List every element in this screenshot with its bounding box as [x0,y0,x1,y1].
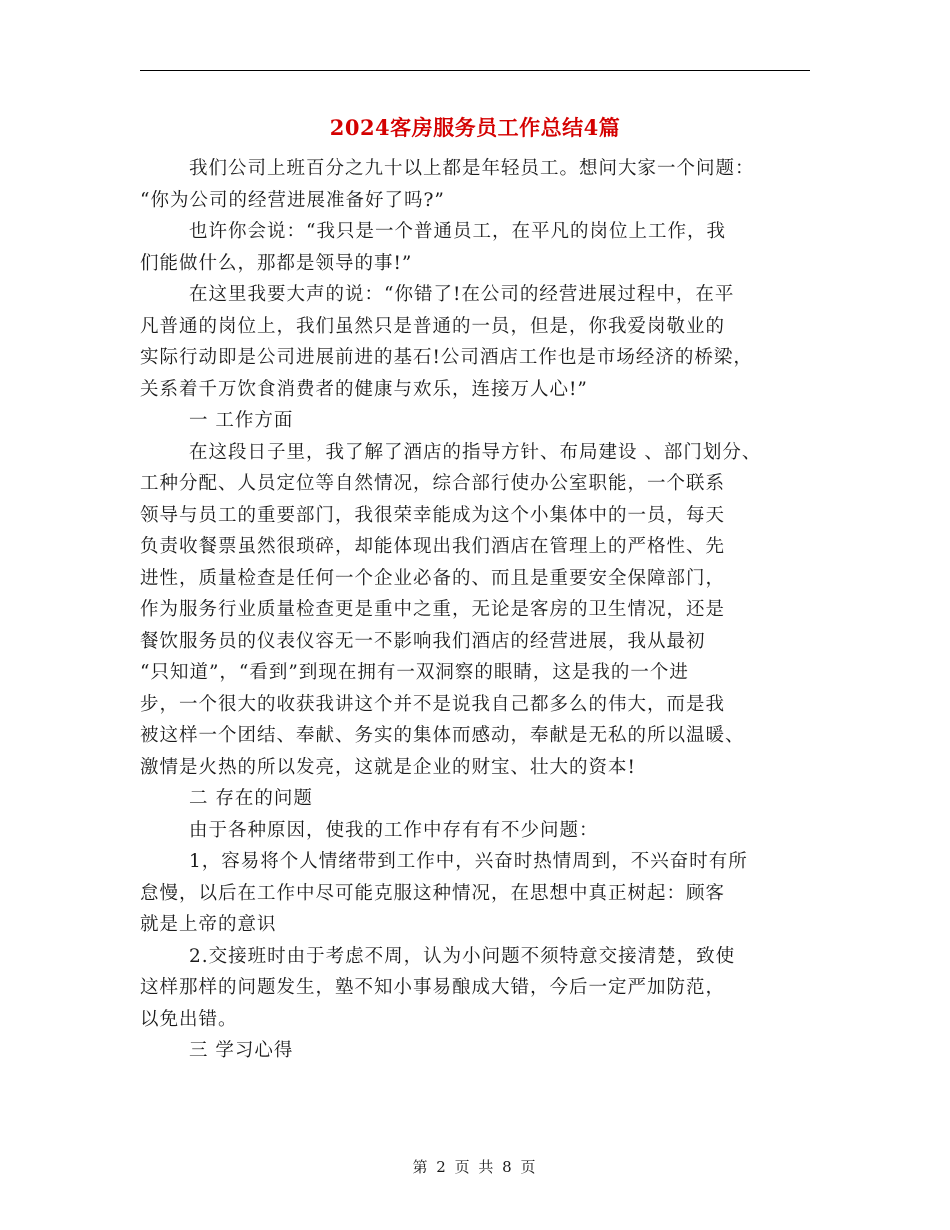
section-heading-learning: 三 学习心得 [189,1040,294,1061]
document-body [140,153,830,1067]
document-title: 2024客房服务员工作总结4篇 [329,115,621,140]
section-heading-problems: 二 存在的问题 [189,788,313,809]
page-footer: 第 2 页 共 8 页 [412,1158,538,1176]
header-rule [140,70,810,71]
section-heading-work: 一 工作方面 [189,410,294,431]
paragraph-ordinary-employee: 也许你会说：“我只是一个普通员工，在平凡的岗位上工作，我 们能做什么，那都是领导的事!” [140,221,726,274]
paragraph-intro-question: 我们公司上班百分之九十以上都是年轻员工。想问大家一个问题： “你为公司的经营进展准备好了吗?” [140,158,755,211]
paragraph-problems-intro: 由于各种原因，使我的工作中存有有不少问题： [189,819,599,841]
paragraph-problem-2: 2.交接班时由于考虑不周，认为小问题不须特意交接清楚，致使 这样那样的问题发生，塾不知小事易酿成大错，今后一定严加防范， 以免出错。 [140,945,736,1030]
paragraph-work-details: 在这段日子里，我了解了酒店的指导方针、布局建设 、部门划分、 工种分配、人员定位等自然情况，综合部行使办公室职能，一个联系 领导与员工的重要部门，我很荣幸能成为这个小集体中的一员，每天 负责收餐票虽然很琐碎，却能体现出我们酒店在管理上的严格性、先 进性，质量检查是任何一个企业必备的、而且是重要安全保障部门， 作为服务行业质量检查更是重中之重，无论是客房的卫生情况，还是 餐饮服务员的仪表仪容无一不影响我们酒店的经营进展，我从最初 “只知道”，“看到”到现在拥有一双洞察的眼睛，这是我的一个进 步，一个很大的收获我讲这个并不是说我自己都多么的伟大，而是我 被这样一个团结、奉献、务实的集体而感动，奉献是无私的所以温暖、 激情是火热的所以发亮，这就是企业的财宝、壮大的资本! [140,441,762,778]
paragraph-cornerstone: 在这里我要大声的说：“你错了!在公司的经营进展过程中，在平 凡普通的岗位上，我们虽然只是普通的一员，但是，你我爱岗敬业的 实际行动即是公司进展前进的基石!公司酒店工作也是市场经济的桥梁， 关系着千万饮食消费者的健康与欢乐，连接万人心!” [140,284,753,400]
paragraph-problem-1: 1，容易将个人情绪带到工作中，兴奋时热情周到，不兴奋时有所 怠慢，以后在工作中尽可能克服这种情况，在思想中真正树起：顾客 就是上帝的意识 [140,851,748,935]
